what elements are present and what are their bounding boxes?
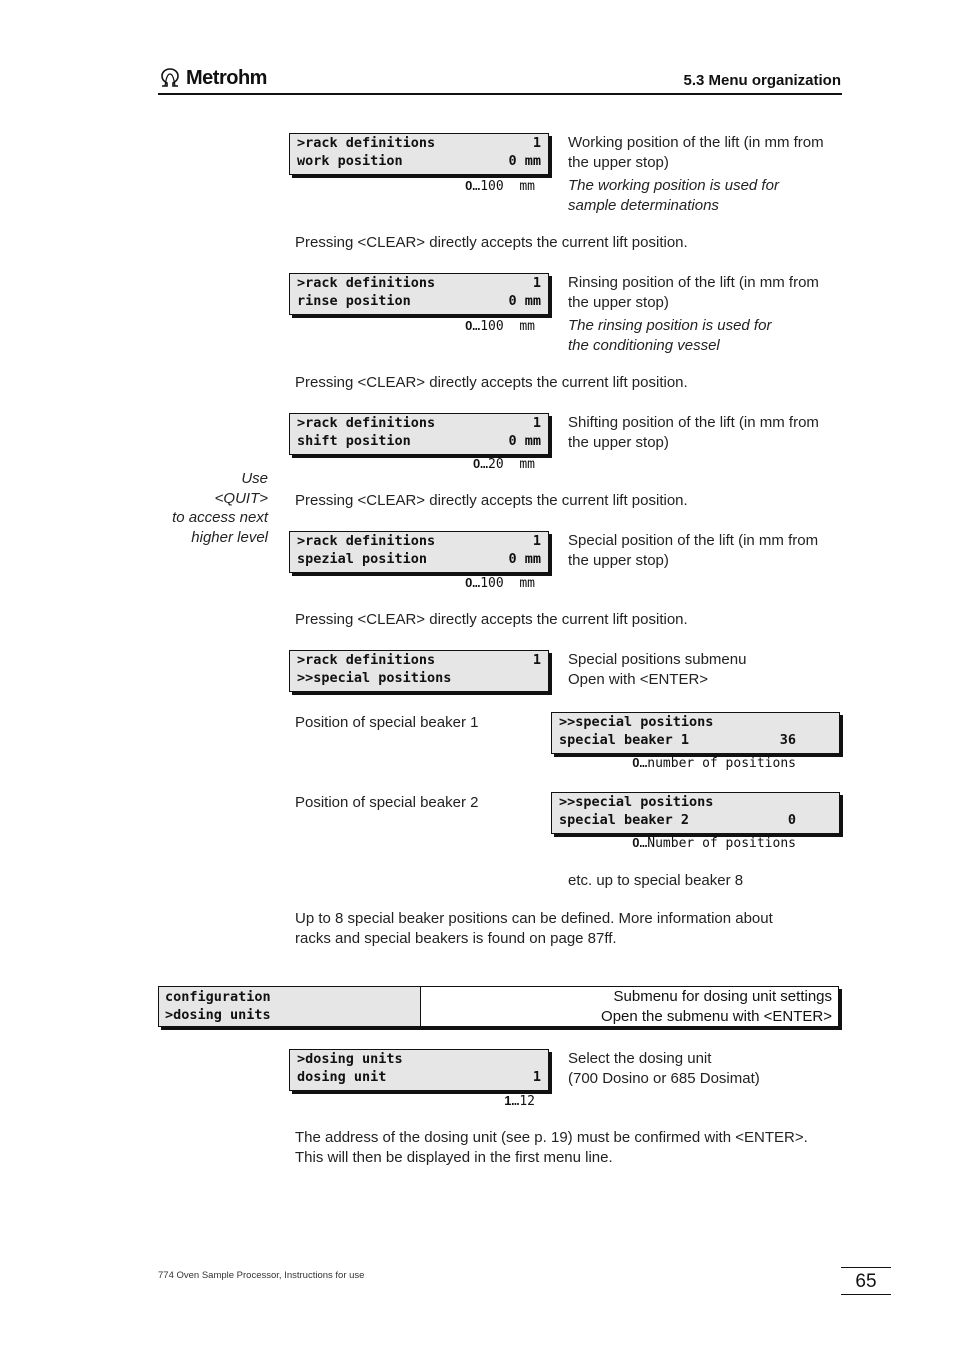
desc-shift-position: Shifting position of the lift (in mm from the upper stop) — [568, 414, 819, 451]
lcd-spezial-position: >rack definitions 1 spezial position 0 mm — [289, 531, 549, 573]
lcd-configuration: configuration >dosing units — [159, 987, 421, 1026]
lcd-work-position — [289, 133, 549, 175]
range-shift-position: 0…20 mm — [472, 456, 535, 472]
lcd-line1-value: 1 — [532, 135, 541, 151]
label-special-beaker-2: Position of special beaker 2 — [295, 794, 479, 811]
range-rinse-position: 0…100 mm — [465, 318, 535, 334]
page-number-bottom-rule — [841, 1294, 891, 1295]
config-dosing-units-box — [158, 986, 839, 1027]
desc-spezial-position: Special position of the lift (in mm from the upper stop) — [568, 532, 819, 569]
lcd-special-positions-submenu: >rack definitions 1 >>special positions — [289, 650, 549, 692]
header-divider — [158, 93, 842, 95]
lcd-rinse-position: >rack definitions 1 rinse position 0 mm — [289, 273, 549, 315]
desc-dosing-unit: Select the dosing unit (700 Dosino or 685 Dosimat) — [568, 1050, 760, 1087]
label-special-beaker-1: Position of special beaker 1 — [295, 714, 479, 731]
side-note-quit: Use <QUIT> to access next higher level — [172, 470, 268, 546]
range-work-position: 0…100 mm — [465, 178, 535, 194]
brand-name: Metrohm — [186, 66, 267, 89]
desc-configuration: Submenu for dosing unit settings Open the submenu with <ENTER> — [601, 988, 832, 1025]
section-title: 5.3 Menu organization — [683, 72, 841, 89]
page-number-top-rule — [841, 1267, 891, 1268]
range-special-beaker-2: 0…Number of positions — [632, 835, 796, 851]
dosing-paragraph: The address of the dosing unit (see p. 19) must be confirmed with <ENTER>. This will then be displayed in the first menu line. — [295, 1129, 808, 1166]
range-dosing-unit: 1…12 — [504, 1093, 535, 1109]
omega-logo-icon — [158, 66, 182, 90]
footer-doc-title: 774 Oven Sample Processor, Instructions for use — [158, 1270, 365, 1281]
lcd-dosing-unit: >dosing units dosing unit 1 — [289, 1049, 549, 1091]
clear-note-1: Pressing <CLEAR> directly accepts the current lift position. — [295, 234, 688, 251]
desc-special-positions-submenu: Special positions submenu Open with <ENTER> — [568, 651, 747, 688]
clear-note-2: Pressing <CLEAR> directly accepts the current lift position. — [295, 374, 688, 391]
desc-rinse-position: Rinsing position of the lift (in mm from the upper stop) The rinsing position is used for the conditioning vessel — [568, 274, 819, 354]
lcd-line2: work position — [297, 152, 403, 169]
lcd-line1: >rack definitions — [297, 135, 436, 151]
range-special-beaker-1: 0…number of positions — [632, 755, 796, 771]
desc-work-position: Working position of the lift (in mm from the upper stop) The working position is used for sample determinations — [568, 134, 824, 214]
clear-note-4: Pressing <CLEAR> directly accepts the current lift position. — [295, 611, 688, 628]
lcd-special-beaker-1: >>special positions special beaker 1 36 — [551, 712, 840, 754]
brand-logo — [158, 66, 267, 90]
etc-note: etc. up to special beaker 8 — [568, 872, 744, 889]
page-number: 65 — [855, 1271, 877, 1292]
range-spezial-position: 0…100 mm — [465, 575, 535, 591]
lcd-special-beaker-2: >>special positions special beaker 2 0 — [551, 792, 840, 834]
lcd-line2-value: 0 mm — [508, 152, 541, 169]
clear-note-3: Pressing <CLEAR> directly accepts the current lift position. — [295, 492, 688, 509]
lcd-shift-position: >rack definitions 1 shift position 0 mm — [289, 413, 549, 455]
info-paragraph: Up to 8 special beaker positions can be defined. More information about racks and special beakers is found on page 87ff. — [295, 910, 773, 947]
